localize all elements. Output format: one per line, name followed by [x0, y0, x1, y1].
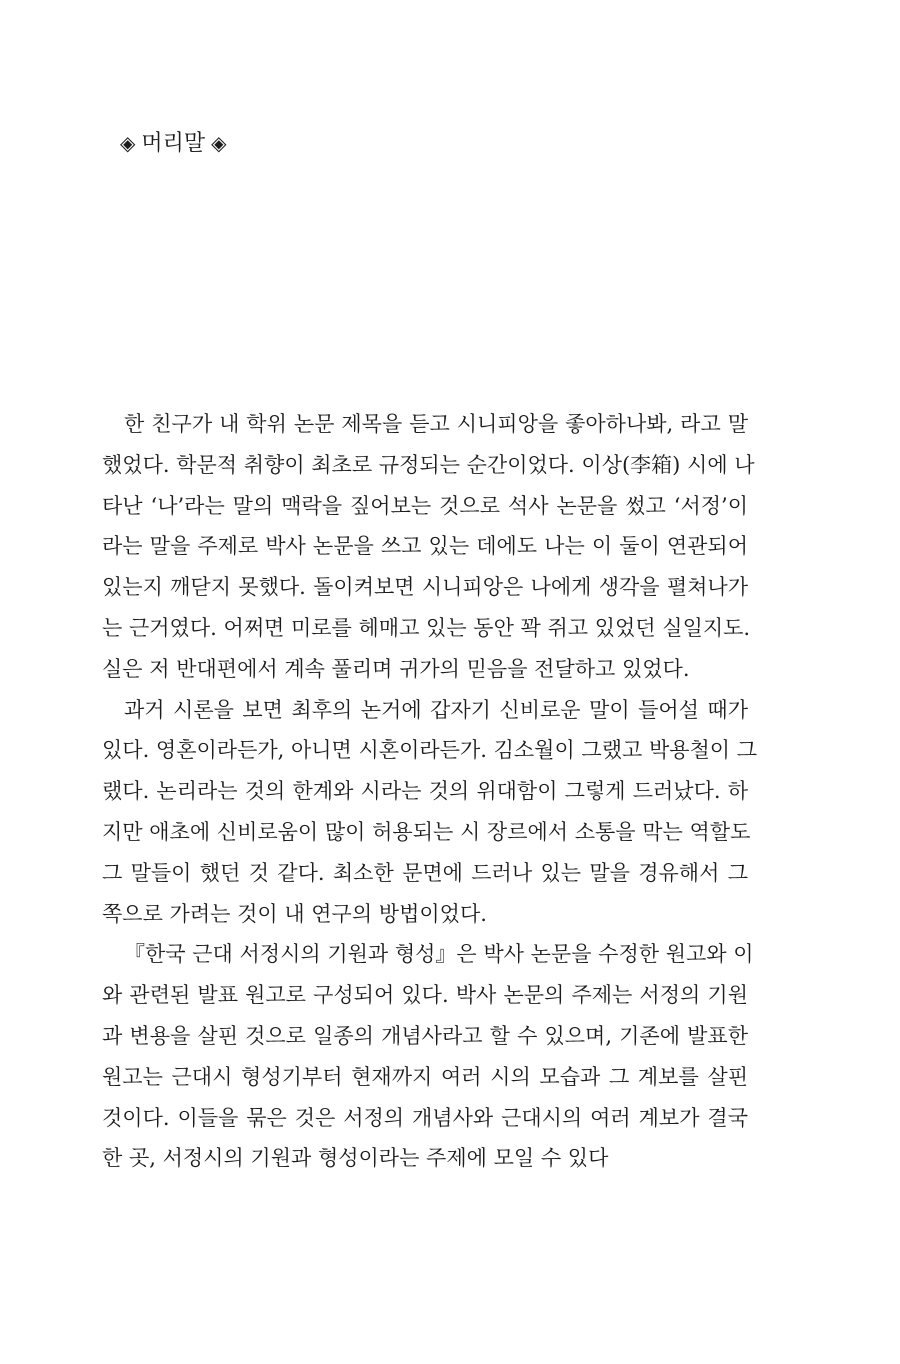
page-title: 머리말	[141, 131, 206, 156]
text-line: 『한국 근대 서정시의 기원과 형성』은 박사 논문을 수정한 원고와 이	[124, 942, 754, 967]
paragraph-2	[102, 690, 758, 935]
text-line: 것이다. 이들을 묶은 것은 서정의 개념사와 근대시의 여러 계보가 결국	[102, 1105, 748, 1130]
text-line: 과 변용을 살핀 것으로 일종의 개념사라고 할 수 있으며, 기존에 발표한	[102, 1023, 748, 1048]
paragraph-1	[102, 404, 755, 690]
text-line: 라는 말을 주제로 박사 논문을 쓰고 있는 데에도 나는 이 둘이 연관되어	[102, 534, 748, 559]
diamond-right-icon: ◈	[211, 131, 227, 155]
text-line: 쪽으로 가려는 것이 내 연구의 방법이었다.	[102, 901, 487, 926]
page-heading	[120, 124, 227, 163]
paragraph-3	[102, 934, 754, 1179]
body-text	[102, 404, 758, 1179]
text-line: 한 친구가 내 학위 논문 제목을 듣고 시니피앙을 좋아하나봐, 라고 말	[124, 412, 748, 436]
text-line: 있는지 깨닫지 못했다. 돌이켜보면 시니피앙은 나에게 생각을 펼쳐나가	[102, 575, 748, 600]
text-line: 그 말들이 했던 것 같다. 최소한 문면에 드러나 있는 말을 경유해서 그	[102, 860, 748, 885]
text-line: 랬다. 논리라는 것의 한계와 시라는 것의 위대함이 그렇게 드러났다. 하	[102, 779, 748, 804]
text-line: 있다. 영혼이라든가, 아니면 시혼이라든가. 김소월이 그랬고 박용철이 그	[102, 738, 758, 763]
text-line: 실은 저 반대편에서 계속 풀리며 귀가의 믿음을 전달하고 있었다.	[102, 656, 690, 681]
text-line: 과거 시론을 보면 최후의 논거에 갑자기 신비로운 말이 들어설 때가	[124, 697, 748, 722]
text-line: 타난 ‘나’라는 말의 맥락을 짚어보는 것으로 석사 논문을 썼고 ‘서정’이	[102, 493, 748, 518]
text-line: 지만 애초에 신비로움이 많이 허용되는 시 장르에서 소통을 막는 역할도	[102, 819, 751, 844]
text-line: 는 근거였다. 어쩌면 미로를 헤매고 있는 동안 꽉 쥐고 있었던 실일지도.	[102, 615, 751, 640]
text-line: 했었다. 학문적 취향이 최초로 규정되는 순간이었다. 이상(李箱) 시에 나	[102, 452, 755, 477]
text-line: 와 관련된 발표 원고로 구성되어 있다. 박사 논문의 주제는 서정의 기원	[102, 983, 748, 1008]
text-line: 원고는 근대시 형성기부터 현재까지 여러 시의 모습과 그 계보를 살핀	[102, 1064, 748, 1089]
text-line: 한 곳, 서정시의 기원과 형성이라는 주제에 모일 수 있다	[102, 1146, 609, 1171]
diamond-left-icon: ◈	[120, 131, 136, 155]
